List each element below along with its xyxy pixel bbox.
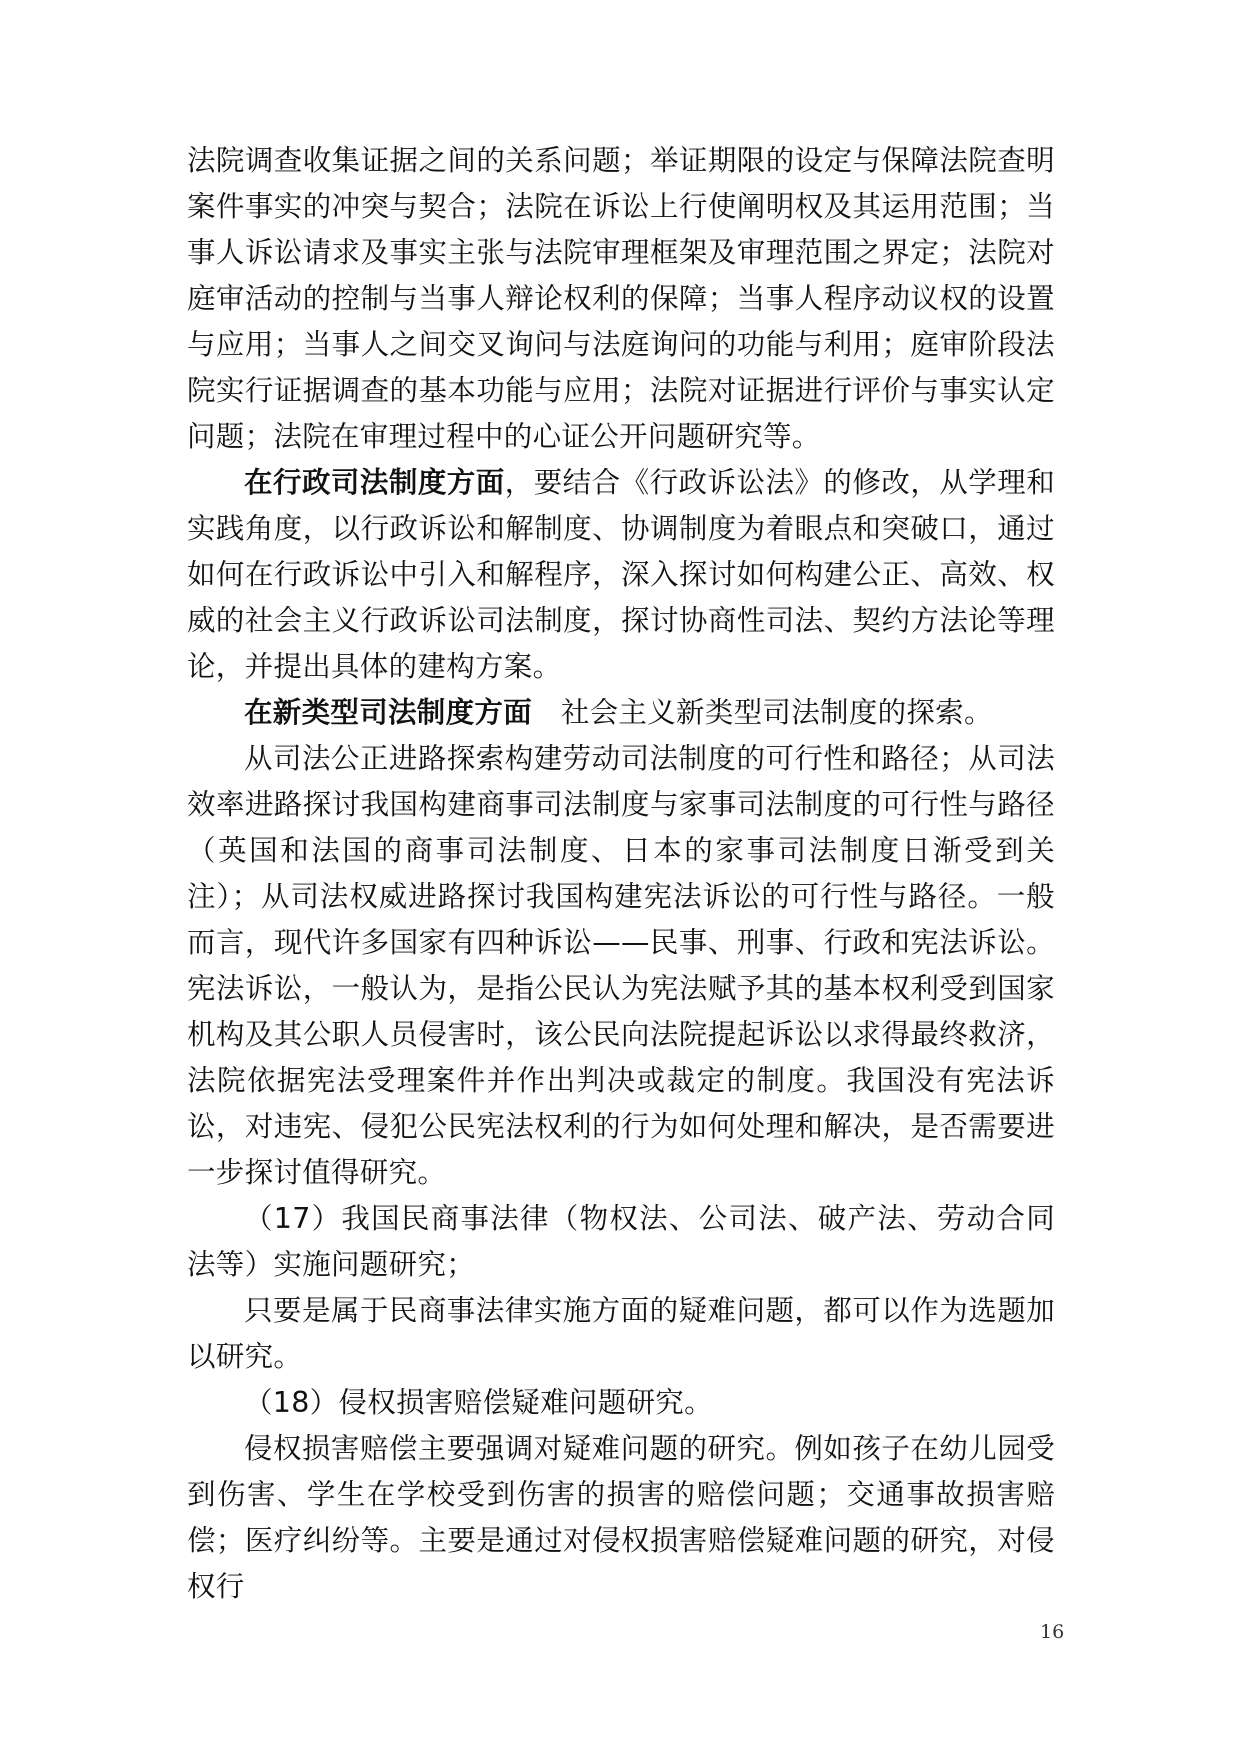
- paragraph-text: 侵权损害赔偿主要强调对疑难问题的研究。例如孩子在幼儿园受到伤害、学生在学校受到伤害的损害的赔偿问题；交通事故损害赔偿；医疗纠纷等。主要是通过对侵权损害赔偿疑难问题的研究，对侵权行: [187, 1432, 1055, 1603]
- document-body: [187, 138, 1055, 1610]
- paragraph-text: 法院调查收集证据之间的关系问题；举证期限的设定与保障法院查明案件事实的冲突与契合；法院在诉讼上行使阐明权及其运用范围；当事人诉讼请求及事实主张与法院审理框架及审理范围之界定；法院对庭审活动的控制与当事人辩论权利的保障；当事人程序动议权的设置与应用；当事人之间交叉询问与法庭询问的功能与利用；庭审阶段法院实行证据调查的基本功能与应用；法院对证据进行评价与事实认定问题；法院在审理过程中的心证公开问题研究等。: [187, 144, 1055, 453]
- paragraph-text: （18）侵权损害赔偿疑难问题研究。: [244, 1386, 713, 1419]
- paragraph-item-17-note: [187, 1288, 1055, 1380]
- paragraph-text: （17）我国民商事法律（物权法、公司法、破产法、劳动合同法等）实施问题研究；: [187, 1202, 1055, 1281]
- paragraph-text: 从司法公正进路探索构建劳动司法制度的可行性和路径；从司法效率进路探讨我国构建商事司法制度与家事司法制度的可行性与路径（英国和法国的商事司法制度、日本的家事司法制度日渐受到关注）；从司法权威进路探讨我国构建宪法诉讼的可行性与路径。一般而言，现代许多国家有四种诉讼——民事、刑事、行政和宪法诉讼。宪法诉讼，一般认为，是指公民认为宪法赋予其的基本权利受到国家机构及其公职人员侵害时，该公民向法院提起诉讼以求得最终救济，法院依据宪法受理案件并作出判决或裁定的制度。我国没有宪法诉讼，对违宪、侵犯公民宪法权利的行为如何处理和解决，是否需要进一步探讨值得研究。: [187, 742, 1055, 1189]
- paragraph-item-18: [187, 1380, 1055, 1426]
- paragraph-text: 社会主义新类型司法制度的探索。: [532, 696, 993, 729]
- paragraph-new-judicial-system: [187, 690, 1055, 736]
- paragraph-heading: 在行政司法制度方面: [244, 466, 505, 499]
- paragraph-text: ，要结合《行政诉讼法》的修改，从学理和实践角度，以行政诉讼和解制度、协调制度为着眼点和突破口，通过如何在行政诉讼中引入和解程序，深入探讨如何构建公正、高效、权威的社会主义行政诉讼司法制度，探讨协商性司法、契约方法论等理论，并提出具体的建构方案。: [187, 466, 1055, 683]
- paragraph-item-18-note: [187, 1426, 1055, 1610]
- paragraph-heading: 在新类型司法制度方面: [244, 696, 533, 729]
- page-number: 16: [1040, 1621, 1065, 1643]
- paragraph-judicial-paths: [187, 736, 1055, 1196]
- paragraph-court-evidence-issues: [187, 138, 1055, 460]
- paragraph-administrative-judicial-system: [187, 460, 1055, 690]
- paragraph-item-17: [187, 1196, 1055, 1288]
- paragraph-text: 只要是属于民商事法律实施方面的疑难问题，都可以作为选题加以研究。: [187, 1294, 1055, 1373]
